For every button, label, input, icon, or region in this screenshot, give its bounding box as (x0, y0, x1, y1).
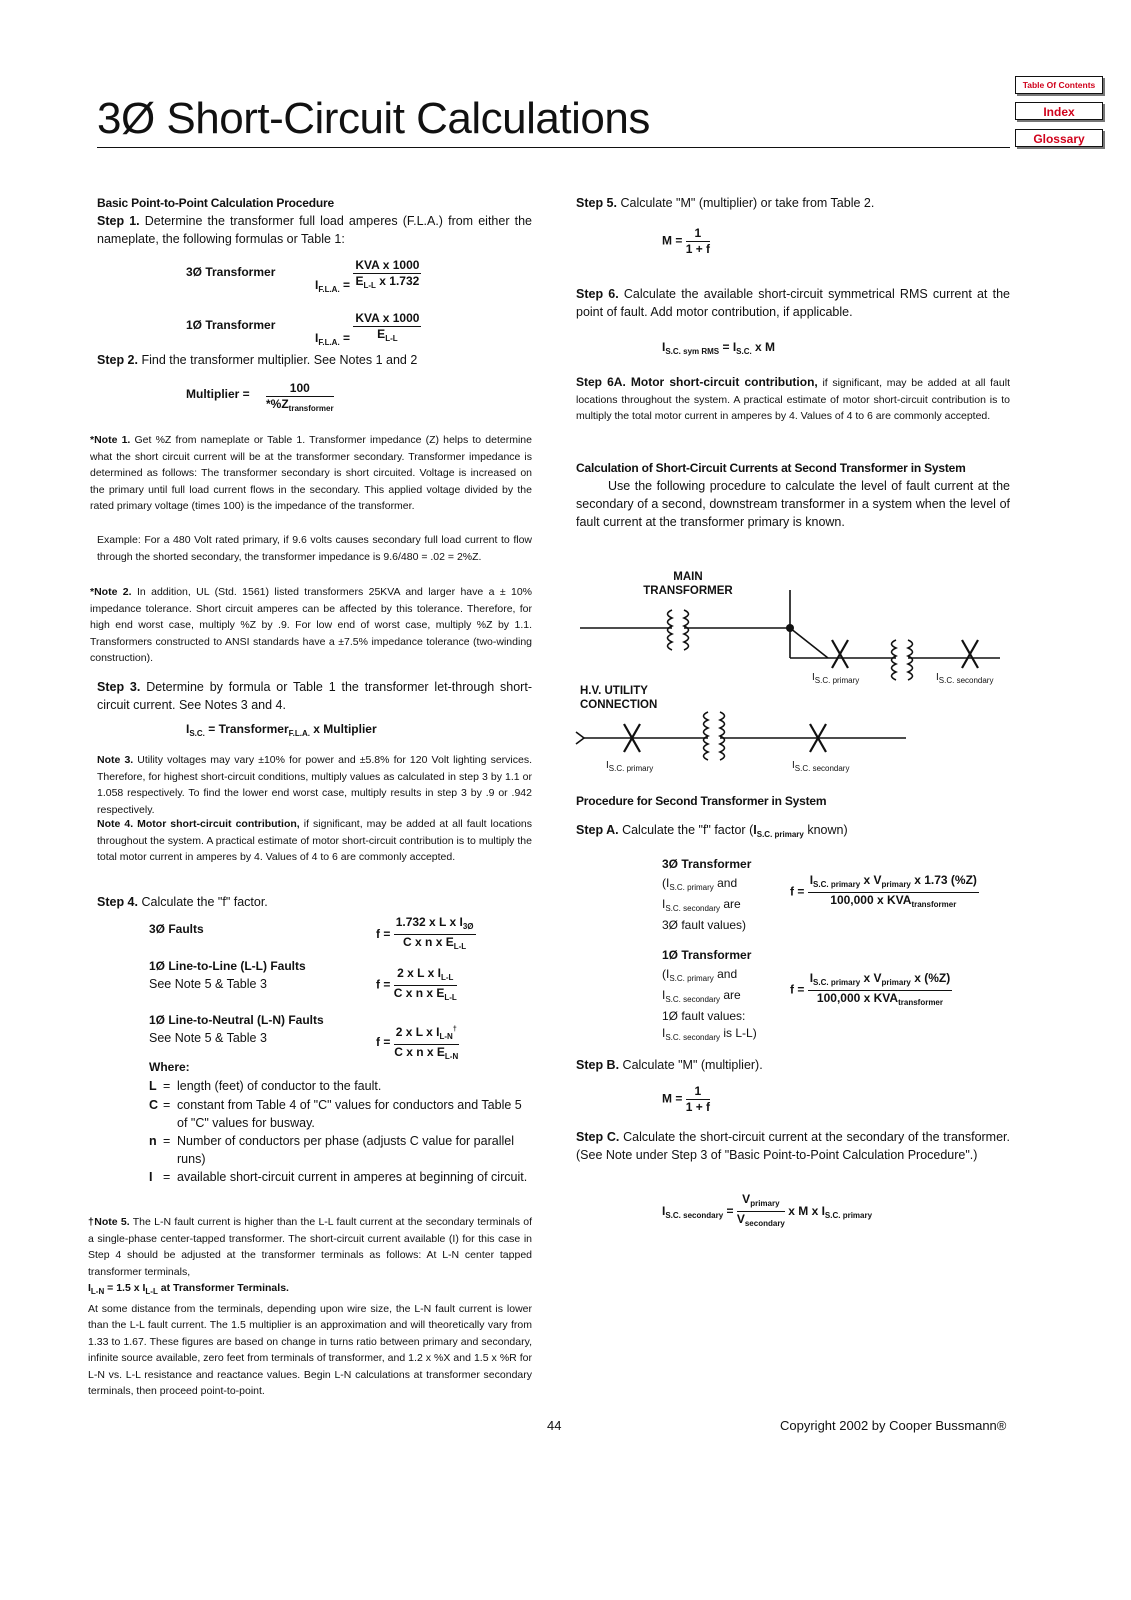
note4-paragraph: Note 4. Motor short-circuit contribution, if significant, may be added at all fault locations throughout the system. A practical estimate of motor short-circuit contribution is to multiply the total motor current in amperes by 4. Values of 4 to 6 are commonly accepted. (97, 818, 532, 863)
isc-formula: $I_{S.C.}$ = Transformer$_{F.L.A.}$ x Multiplier (186, 722, 377, 738)
t1-label: 1Ø Transformer (662, 948, 752, 962)
main-transformer-secondary-coil (684, 610, 689, 650)
fault-ln-formula: f = $\frac{2 x L x I_{L-N}^\dagger}{C x n x E_{L-N}}$ (376, 1022, 459, 1064)
example-paragraph: Example: For a 480 Volt rated primary, if 9.6 volts causes secondary full load current to flow through the shorted secondary, the transformer impedance is 9.6/480 = .02 = 2%Z. (97, 534, 532, 563)
note1-paragraph: *Note 1. Get %Z from nameplate or Table 1. Transformer impedance (Z) helps to determine what the short circuit current will be at the transformer secondary. Transformer impedance is determined as follows: The transformer secondary is short circuited. Voltage is increased on the primary until full load current flows in the secondary. This applied voltage divided by the rated primary voltage (times 100) is the impedance of the transformer. (90, 434, 532, 512)
note2-paragraph: *Note 2. In addition, UL (Std. 1561) listed transformers 25KVA and larger have a ± 10% impedance tolerance. Short circuit amperes can be affected by this tolerance. Therefore, for high end worst case, multiply %Z by .9. For low end of worst case, multiply %Z by 1.1. Transformers constructed to ANSI standards have a ±7.5% impedance tolerance (two-winding construction). (90, 586, 532, 664)
def-row-l: L = length (feet) of conductor to the fault. (149, 1079, 382, 1093)
t1-formula: f = $\frac{I_{S.C. primary} x V_{primary} x (\%Z)}{100,000 x KVA_{transformer}}$ (790, 971, 951, 1007)
glossary-button[interactable]: Glossary (1015, 129, 1103, 147)
bottom-transformer-primary-coil (704, 712, 709, 760)
main-transformer-primary-coil (668, 610, 673, 650)
note3-paragraph: Note 3. Utility voltages may vary ±10% for power and ±5.8% for 120 Volt lighting services. Therefore, for highest short-circuit conditions, multiply values as calculated in step 3 by 1.1 or 1.058 respectively. To find the lower end worst case, multiply results in step 3 by .9 or .942 respectively. (97, 754, 532, 816)
m-formula-step5: M = $\frac{1}{1 + f}$ (662, 226, 711, 256)
second-transformer-paragraph: Use the following procedure to calculate the level of fault current at the secondary of a second, downstream transformer in a system when the level of fault current at the transformer primary is known. (576, 479, 1010, 529)
step2-paragraph: Step 2. Find the transformer multiplier. See Notes 1 and 2 (97, 353, 418, 367)
bus-junction-dot (786, 624, 794, 632)
page-title: 3Ø Short-Circuit Calculations (97, 94, 650, 143)
fault-3ph-label: 3Ø Faults (149, 922, 204, 936)
procedure-heading: Procedure for Second Transformer in System (576, 794, 827, 808)
utility-arrow (576, 732, 584, 744)
fault-3ph-formula: f = $\frac{1.732 x L x I_{3Ø}}{C x n x E_{L-L}}$ (376, 915, 474, 951)
note5-paragraph: †Note 5. The L-N fault current is higher than the L-L fault current at the secondary terminals of a single-phase center-tapped transformer. The short-circuit current available (I) for this case in Step 4 should be adjusted at the transformer terminals as follows: At L-N center tapped transformer terminals, $I_{L-N} = 1.5$ x $I_{L-L}$ at Transformer Terminals. At some distance from the terminals, depending upon wire size, the L-N fault current is lower than the L-L fault current. The 1.5 multiplier is an approximation and will theoretically vary from 1.33 to 1.67. These figures are based on change in turns ratio between primary and secondary, infinite source available, zero feet from terminals of transformer, and 1.2 x %X and 1.5 x %R for L-N vs. L-L resistance and reactance values. Begin L-N calculations at transformer secondary terminals, then proceed point-to-point. (88, 1216, 532, 1397)
fault-ll-formula: f = $\frac{2 x L x I_{L-L}}{C x n x E_{L-L}}$ (376, 966, 457, 1002)
second-transformer-secondary-coil (908, 640, 913, 680)
step1-paragraph (97, 212, 532, 248)
basic-procedure-heading: Basic Point-to-Point Calculation Procedure (97, 196, 334, 210)
step6-paragraph: Step 6. Calculate the available short-circuit symmetrical RMS current at the point of fault. Add motor contribution, if applicable. (576, 287, 1010, 319)
sym-rms-formula: $I_{S.C. sym RMS} = I_{S.C.}$ x M (662, 340, 776, 356)
stepC-paragraph: Step C. Calculate the short-circuit current at the secondary of the transformer. (See Note under Step 3 of "Basic Point-to-Point Calculation Procedure".) (576, 1130, 1010, 1162)
second-transformer-primary-coil (892, 640, 897, 680)
m-formula-stepB: M = $\frac{1}{1 + f}$ (662, 1084, 711, 1114)
table-of-contents-button[interactable]: Table Of Contents (1015, 76, 1103, 94)
t1-description: ($I_{S.C. primary}$ and $I_{S.C. secondary}$ are 1Ø fault values: $I_{S.C. secondary}$ is L-L) (662, 967, 757, 1042)
def-row-n: n = Number of conductors per phase (adjusts C value for parallel runs) (149, 1134, 514, 1166)
secondary-current-formula: $I_{S.C. secondary}$ = $\frac{V_{primary}}{V_{secondary}}$ x M x $I_{S.C. primary}$ (662, 1192, 873, 1228)
stepA-paragraph: Step A. Calculate the "f" factor ($I_{S.C. primary}$ known) (576, 823, 848, 839)
step6a-paragraph: Step 6A. Motor short-circuit contribution, if significant, may be added at all fault locations throughout the system. A practical estimate of motor short-circuit contribution is to multiply the total motor current in amperes by 4. Values of 4 to 6 are commonly accepted. (576, 375, 1010, 422)
hv-utility-label: H.V. UTILITY CONNECTION (580, 685, 658, 711)
def-row-c: C = constant from Table 4 of "C" values for conductors and Table 5 of "C" values for busway. (149, 1098, 522, 1130)
label-isc-primary-top: $I_{S.C. primary}$ (812, 672, 860, 685)
label-isc-primary-bottom: $I_{S.C. primary}$ (606, 760, 654, 773)
fla-3ph-label: 3Ø Transformer (186, 265, 276, 279)
where-label: Where: (149, 1060, 190, 1074)
stepB-paragraph: Step B. Calculate "M" (multiplier). (576, 1058, 763, 1072)
step1-label: Step 1. (97, 214, 140, 228)
fault-ll-label: 1Ø Line-to-Line (L-L) Faults (149, 959, 306, 973)
multiplier-formula: $\frac{100}{*\%Z_{transformer}}$ (266, 381, 334, 413)
index-button[interactable]: Index (1015, 102, 1103, 120)
t3-description: ($I_{S.C. primary}$ and $I_{S.C. secondary}$ are 3Ø fault values) (662, 876, 747, 932)
step3-paragraph: Step 3. Determine by formula or Table 1 the transformer let-through short-circuit current. See Notes 3 and 4. (97, 680, 532, 712)
fla-1ph-label: 1Ø Transformer (186, 318, 276, 332)
main-transformer-label: MAIN TRANSFORMER (643, 571, 733, 597)
label-isc-secondary-bottom: $I_{S.C. secondary}$ (792, 760, 850, 773)
step1-text: Determine the transformer full load amperes (F.L.A.) from either the nameplate, the following formulas or Table 1: (97, 214, 532, 246)
title-rule (97, 147, 1010, 148)
step5-paragraph: Step 5. Calculate "M" (multiplier) or take from Table 2. (576, 196, 875, 210)
second-transformer-heading: Calculation of Short-Circuit Currents at Second Transformer in System (576, 461, 966, 475)
fault-ln-sub: See Note 5 & Table 3 (149, 1031, 267, 1045)
step4-paragraph: Step 4. Calculate the "f" factor. (97, 895, 268, 909)
multiplier-label: Multiplier = (186, 387, 250, 401)
fla-3ph-formula: $I_{F.L.A.}$ = $\frac{\text{KVA x 1000}}{E_{L-L} x 1.732}$ (315, 258, 420, 294)
page-number: 44 (547, 1418, 562, 1433)
fault-ll-sub: See Note 5 & Table 3 (149, 977, 267, 991)
def-row-i: I = available short-circuit current in amperes at beginning of circuit. (149, 1170, 528, 1184)
fla-1ph-formula: $I_{F.L.A.}$ = $\frac{\text{KVA x 1000}}{E_{L-L}}$ (315, 311, 420, 347)
t3-label: 3Ø Transformer (662, 857, 752, 871)
fault-ln-label: 1Ø Line-to-Neutral (L-N) Faults (149, 1013, 324, 1027)
t3-formula: f = $\frac{I_{S.C. primary} x V_{primary} x 1.73 (\%Z)}{100,000 x KVA_{transformer}}$ (790, 873, 977, 909)
copyright: Copyright 2002 by Cooper Bussmann® (780, 1418, 1007, 1433)
label-isc-secondary-top: $I_{S.C. secondary}$ (936, 672, 994, 685)
